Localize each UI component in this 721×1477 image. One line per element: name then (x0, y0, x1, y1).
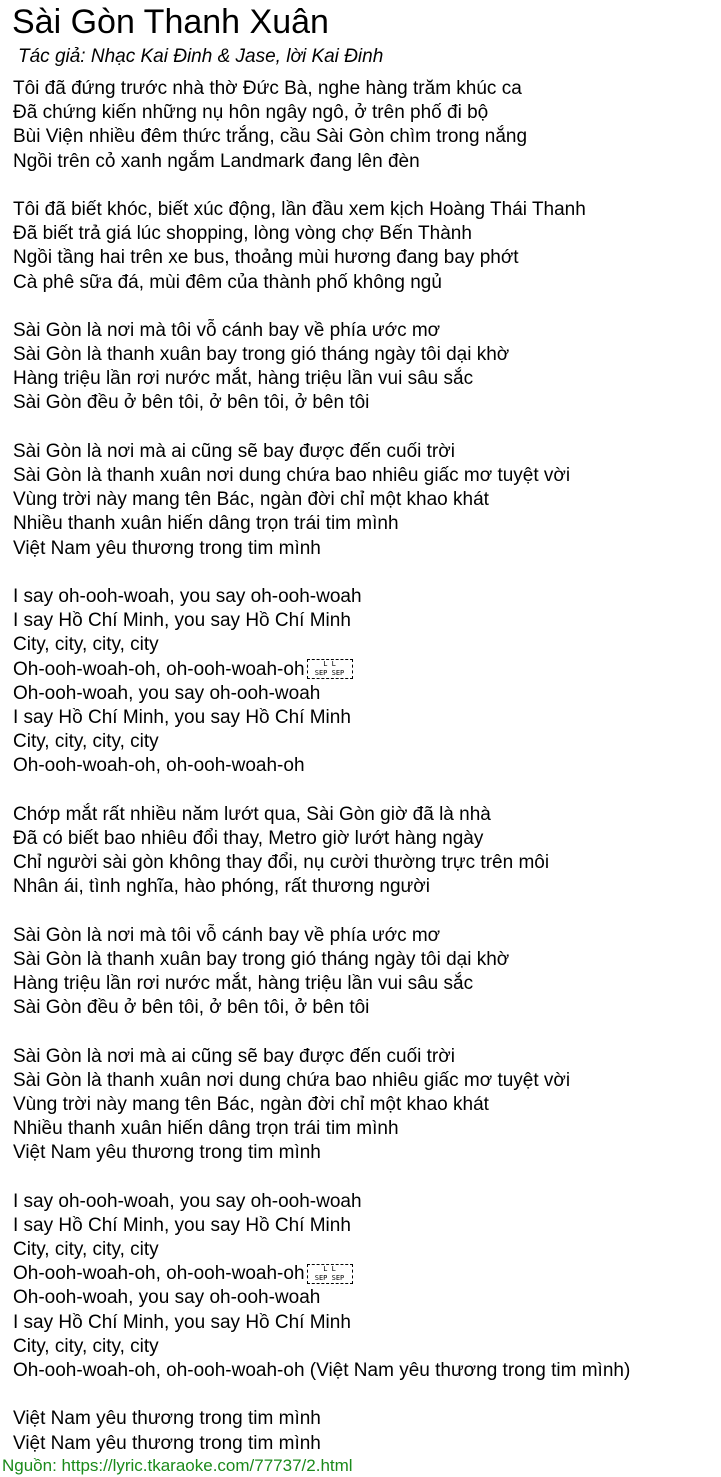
lyrics-line-text: City, city, city, city (13, 1335, 159, 1357)
lyrics-stanza (13, 803, 630, 900)
lyrics-stanza (13, 1407, 630, 1455)
lyrics-line (13, 924, 630, 948)
lyrics-line (13, 754, 630, 778)
lyrics-line (13, 1238, 630, 1262)
lyrics-line-text: Ngồi tầng hai trên xe bus, thoảng mùi hương đang bay phớt (13, 247, 519, 269)
lyrics-stanza (13, 585, 630, 779)
lyrics-line-text: Bùi Viện nhiều đêm thức trắng, cầu Sài Gòn chìm trong nắng (13, 126, 528, 148)
source-link[interactable]: Nguồn: https://lyric.tkaraoke.com/77737/2.html (2, 1456, 353, 1475)
lyrics-line-text: I say Hồ Chí Minh, you say Hồ Chí Minh (13, 1311, 351, 1333)
lyrics-line-text: Việt Nam yêu thương trong tim mình (13, 537, 321, 559)
lyrics-line (13, 222, 630, 246)
lyrics-line-text: Vùng trời này mang tên Bác, ngàn đời chỉ một khao khát (13, 489, 489, 511)
lyrics-line (13, 1311, 630, 1335)
song-title: Sài Gòn Thanh Xuân (12, 3, 329, 41)
lyrics-line (13, 537, 630, 561)
lyrics-line-text: Sài Gòn là nơi mà tôi vỗ cánh bay về phía ước mơ (13, 924, 441, 946)
lyrics-line (13, 706, 630, 730)
lyrics-line (13, 682, 630, 706)
lyrics-line (13, 391, 630, 415)
lyrics-line-text: Sài Gòn là nơi mà ai cũng sẽ bay được đến cuối trời (13, 440, 455, 462)
lyrics-line-text: Nhiều thanh xuân hiến dâng trọn trái tim mình (13, 513, 399, 535)
separator-glyph-bottom: SEP SEP (314, 669, 345, 678)
lyrics-line-text: Sài Gòn là thanh xuân bay trong gió tháng ngày tôi dại khờ (13, 948, 510, 970)
lyrics-line-text: Oh-ooh-woah-oh, oh-ooh-woah-oh (13, 658, 305, 680)
lyrics-line (13, 1190, 630, 1214)
lyrics-line-text: Nhân ái, tình nghĩa, hào phóng, rất thương người (13, 876, 430, 898)
lyrics-line (13, 1432, 630, 1456)
lyrics-line (13, 488, 630, 512)
lyrics-stanza (13, 1045, 630, 1166)
lyrics-line (13, 875, 630, 899)
lyrics-stanza (13, 924, 630, 1021)
lyrics-line-text: Sài Gòn là thanh xuân bay trong gió tháng ngày tôi dại khờ (13, 344, 510, 366)
lyrics-line (13, 803, 630, 827)
lyrics-body (13, 77, 630, 1456)
lyrics-line (13, 1045, 630, 1069)
lyrics-line (13, 585, 630, 609)
lyrics-line-text: Vùng trời này mang tên Bác, ngàn đời chỉ một khao khát (13, 1093, 489, 1115)
lyrics-line (13, 1069, 630, 1093)
lyrics-line (13, 343, 630, 367)
lyrics-line-text: Oh-ooh-woah, you say oh-ooh-woah (13, 1287, 321, 1309)
lyrics-line-text: Tôi đã biết khóc, biết xúc động, lần đầu xem kịch Hoàng Thái Thanh (13, 198, 586, 220)
lyrics-line-text: Chớp mắt rất nhiều năm lướt qua, Sài Gòn giờ đã là nhà (13, 803, 491, 825)
lyrics-line (13, 1093, 630, 1117)
lyrics-line-text: Nhiều thanh xuân hiến dâng trọn trái tim mình (13, 1118, 399, 1140)
lyrics-line (13, 464, 630, 488)
lyrics-line (13, 198, 630, 222)
lyrics-line-text: Việt Nam yêu thương trong tim mình (13, 1432, 321, 1454)
lyrics-stanza (13, 319, 630, 416)
lyrics-line (13, 730, 630, 754)
lyrics-line-text: I say Hồ Chí Minh, you say Hồ Chí Minh (13, 1214, 351, 1236)
lyrics-line-text: Đã chứng kiến những nụ hôn ngây ngô, ở trên phố đi bộ (13, 102, 489, 124)
lyrics-line-text: Đã biết trả giá lúc shopping, lòng vòng chợ Bến Thành (13, 223, 472, 245)
lyrics-line (13, 440, 630, 464)
lyrics-line (13, 972, 630, 996)
lyrics-line (13, 77, 630, 101)
separator-glyph-bottom: SEP SEP (314, 1274, 345, 1283)
lyrics-line (13, 633, 630, 657)
lyrics-stanza (13, 198, 630, 295)
lyrics-line (13, 827, 630, 851)
lyrics-line (13, 609, 630, 633)
lyrics-line-text: Sài Gòn là thanh xuân nơi dung chứa bao nhiêu giấc mơ tuyệt vời (13, 1069, 571, 1091)
lyrics-line-text: I say Hồ Chí Minh, you say Hồ Chí Minh (13, 610, 351, 632)
lyrics-line (13, 1117, 630, 1141)
lyrics-line-text: City, city, city, city (13, 731, 159, 753)
lyrics-line-text: Ngồi trên cỏ xanh ngắm Landmark đang lên đèn (13, 150, 420, 172)
separator-glyph-top: L L (323, 660, 336, 669)
lyrics-line-text: Cà phê sữa đá, mùi đêm của thành phố không ngủ (13, 271, 442, 293)
lyrics-line-text: Oh-ooh-woah, you say oh-ooh-woah (13, 682, 321, 704)
lyrics-line (13, 1262, 630, 1286)
lyrics-line (13, 125, 630, 149)
lyrics-line (13, 319, 630, 343)
lyrics-line (13, 1407, 630, 1431)
lyrics-line-text: Sài Gòn đều ở bên tôi, ở bên tôi, ở bên tôi (13, 997, 370, 1019)
lyrics-line (13, 658, 630, 682)
lyrics-stanza (13, 440, 630, 561)
lyrics-line-text: Sài Gòn là thanh xuân nơi dung chứa bao nhiêu giấc mơ tuyệt vời (13, 465, 571, 486)
lyrics-line-text: Sài Gòn là nơi mà ai cũng sẽ bay được đến cuối trời (13, 1045, 455, 1067)
separator-glyph-icon (307, 1264, 353, 1284)
lyrics-line-text: Sài Gòn đều ở bên tôi, ở bên tôi, ở bên tôi (13, 392, 370, 414)
lyrics-line (13, 1335, 630, 1359)
lyrics-line-text: City, city, city, city (13, 634, 159, 656)
lyrics-line (13, 1141, 630, 1165)
lyrics-line (13, 150, 630, 174)
lyrics-line-text: I say Hồ Chí Minh, you say Hồ Chí Minh (13, 706, 351, 728)
lyrics-line-text: City, city, city, city (13, 1239, 159, 1260)
lyrics-line-text: Chỉ người sài gòn không thay đổi, nụ cười thường trực trên môi (13, 852, 550, 873)
lyrics-line-text: Tôi đã đứng trước nhà thờ Đức Bà, nghe hàng trăm khúc ca (13, 78, 522, 99)
lyrics-line (13, 367, 630, 391)
separator-glyph-icon (307, 659, 353, 679)
lyrics-line (13, 101, 630, 125)
lyrics-line (13, 271, 630, 295)
lyrics-line-text: Việt Nam yêu thương trong tim mình (13, 1408, 321, 1430)
song-author: Tác giả: Nhạc Kai Đinh & Jase, lời Kai Đinh (18, 46, 384, 67)
lyrics-line-text: Oh-ooh-woah-oh, oh-ooh-woah-oh (13, 755, 305, 777)
lyrics-line-text: Hàng triệu lần rơi nước mắt, hàng triệu lần vui sâu sắc (13, 368, 474, 390)
lyrics-line (13, 1214, 630, 1238)
lyrics-line (13, 948, 630, 972)
lyrics-line (13, 996, 630, 1020)
lyrics-stanza (13, 1190, 630, 1384)
lyrics-line-text: Oh-ooh-woah-oh, oh-ooh-woah-oh (Việt Nam yêu thương trong tim mình) (13, 1359, 631, 1381)
lyrics-line (13, 512, 630, 536)
lyrics-line-text: I say oh-ooh-woah, you say oh-ooh-woah (13, 585, 362, 607)
separator-glyph-top: L L (323, 1265, 336, 1274)
lyrics-line-text: I say oh-ooh-woah, you say oh-ooh-woah (13, 1190, 362, 1212)
lyrics-line-text: Sài Gòn là nơi mà tôi vỗ cánh bay về phía ước mơ (13, 319, 441, 341)
lyrics-line (13, 246, 630, 270)
lyrics-line (13, 1286, 630, 1310)
lyrics-line-text: Việt Nam yêu thương trong tim mình (13, 1142, 321, 1164)
lyrics-line-text: Hàng triệu lần rơi nước mắt, hàng triệu lần vui sâu sắc (13, 972, 474, 994)
lyrics-line-text: Oh-ooh-woah-oh, oh-ooh-woah-oh (13, 1263, 305, 1285)
lyrics-line (13, 1359, 630, 1383)
lyrics-stanza (13, 77, 630, 174)
lyrics-line-text: Đã có biết bao nhiêu đổi thay, Metro giờ lướt hàng ngày (13, 827, 484, 849)
lyrics-line (13, 851, 630, 875)
